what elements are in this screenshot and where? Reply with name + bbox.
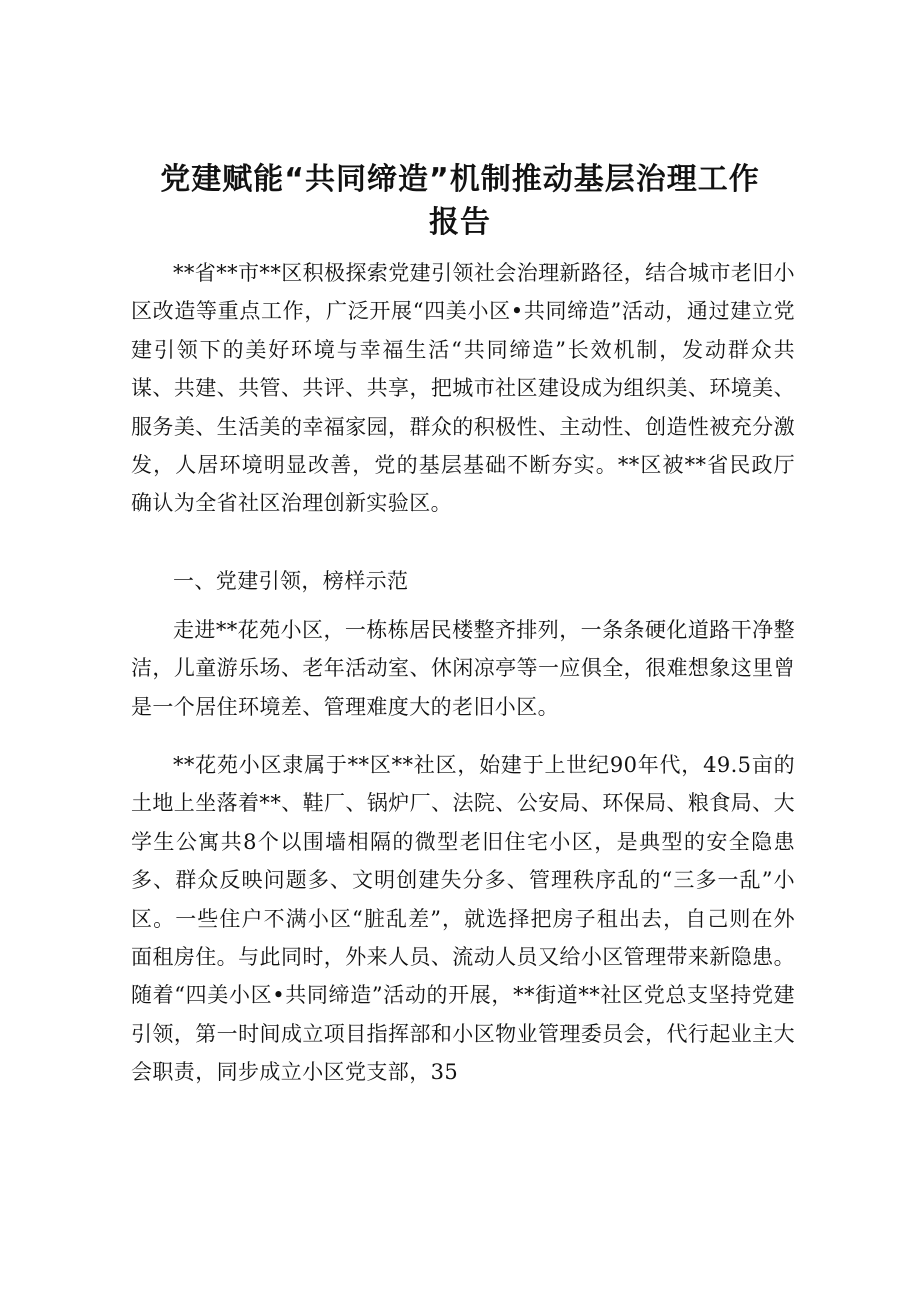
body-paragraph-2: **花苑小区隶属于**区**社区，始建于上世纪90年代，49.5亩的土地上坐落着**、鞋厂、锅炉厂、法院、公安局、环保局、粮食局、大学生公寓共8个以围墙相隔的微型老旧住宅小区，是典型的安全隐患多、群众反映问题多、文明创建失分多、管理秩序乱的“三多一乱”小区。一些住户不满小区“脏乱差”，就选择把房子租出去，自己则在外面租房住。与此同时，外来人员、流动人员又给小区管理带来新隐患。随着“四美小区•共同缔造”活动的开展，**街道**社区党总支坚持党建引领，第一时间成立项目指挥部和小区物业管理委员会，代行起业主大会职责，同步成立小区党支部，35: [131, 753, 795, 1085]
document-title-line2: 报告: [429, 205, 491, 240]
body-paragraph-1: 走进**花苑小区，一栋栋居民楼整齐排列，一条条硬化道路干净整洁，儿童游乐场、老年活动室、休闲凉亭等一应俱全，很难想象这里曾是一个居住环境差、管理难度大的老旧小区。: [131, 618, 795, 719]
intro-paragraph: **省**市**区积极探索党建引领社会治理新路径，结合城市老旧小区改造等重点工作，广泛开展“四美小区•共同缔造”活动，通过建立党建引领下的美好环境与幸福生活“共同缔造”长效机制，发动群众共谋、共建、共管、共评、共享，把城市社区建设成为组织美、环境美、服务美、生活美的幸福家园，群众的积极性、主动性、创造性被充分激发，人居环境明显改善，党的基层基础不断夯实。**区被**省民政厅确认为全省社区治理创新实验区。: [131, 261, 795, 516]
section-heading-1: 一、党建引领，榜样示范: [173, 569, 409, 593]
document-title-line1: 党建赋能“共同缔造”机制推动基层治理工作: [160, 162, 760, 197]
